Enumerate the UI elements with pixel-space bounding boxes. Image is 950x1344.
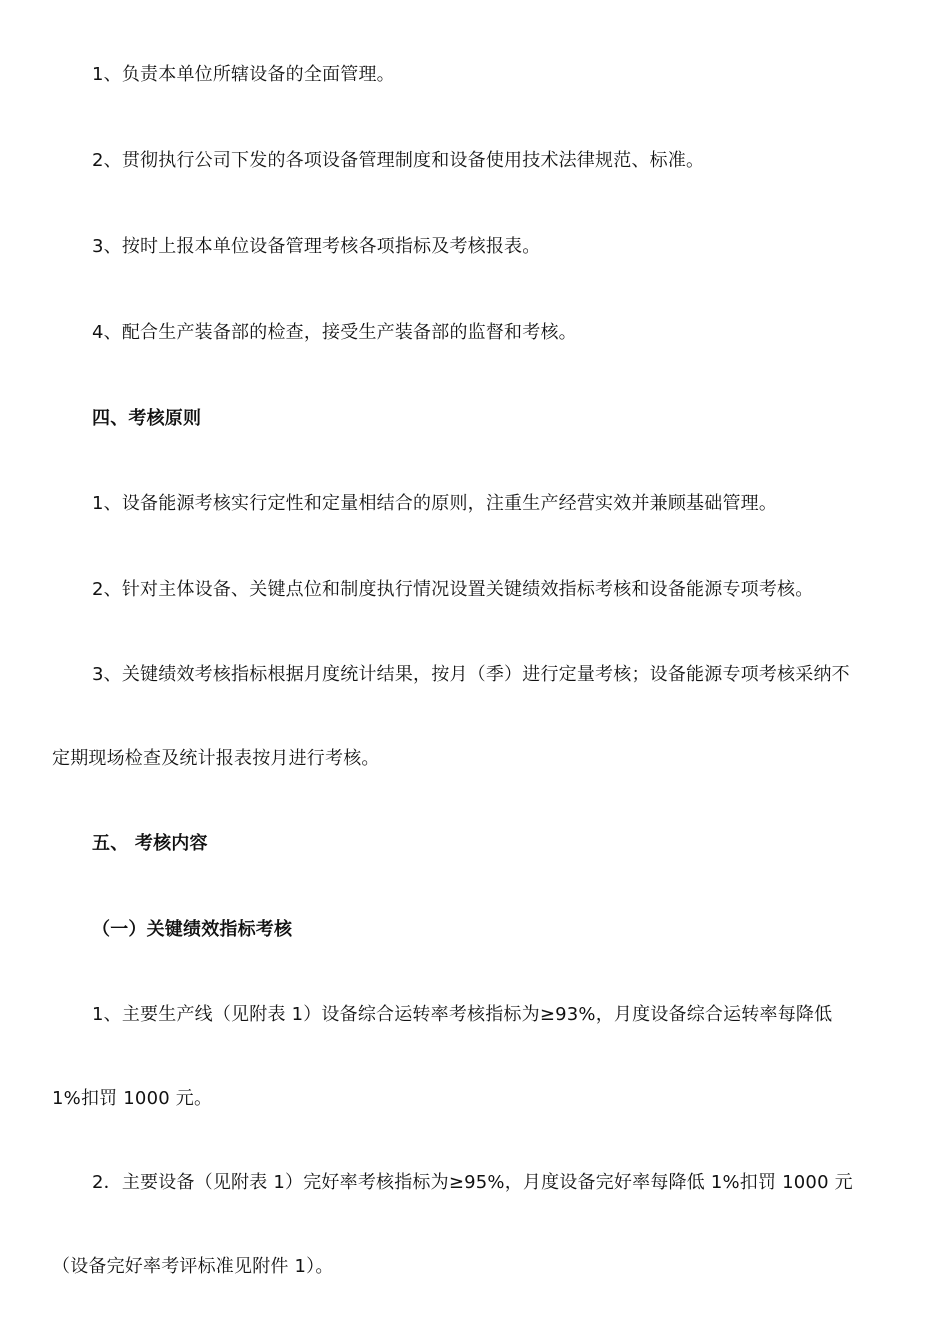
duty-item-4: 4、配合生产装备部的检查，接受生产装备部的监督和考核。 <box>92 322 577 343</box>
principle-item-2: 2、针对主体设备、关键点位和制度执行情况设置关键绩效指标考核和设备能源专项考核。 <box>92 579 814 600</box>
kpi-item-2: 2．主要设备（见附表 1）完好率考核指标为≥95%，月度设备完好率每降低 1%扣罚 1000 元 <box>92 1172 853 1193</box>
principle-item-3-continued: 定期现场检查及统计报表按月进行考核。 <box>52 748 380 769</box>
kpi-item-1: 1、主要生产线（见附表 1）设备综合运转率考核指标为≥93%，月度设备综合运转率每降低 <box>92 1004 833 1025</box>
kpi-item-1-continued: 1%扣罚 1000 元。 <box>52 1088 213 1109</box>
principle-item-3: 3、关键绩效考核指标根据月度统计结果，按月（季）进行定量考核；设备能源专项考核采纳不 <box>92 664 850 685</box>
section-heading-content: 五、 考核内容 <box>92 833 208 854</box>
kpi-item-2-continued: （设备完好率考评标准见附件 1）。 <box>52 1256 334 1277</box>
duty-item-1: 1、负责本单位所辖设备的全面管理。 <box>92 64 395 85</box>
duty-item-2: 2、贯彻执行公司下发的各项设备管理制度和设备使用技术法律规范、标准。 <box>92 150 705 171</box>
section-heading-principles: 四、考核原则 <box>92 408 202 429</box>
principle-item-1: 1、设备能源考核实行定性和定量相结合的原则，注重生产经营实效并兼顾基础管理。 <box>92 493 778 514</box>
subsection-heading-kpi: （一）关键绩效指标考核 <box>92 919 293 940</box>
duty-item-3: 3、按时上报本单位设备管理考核各项指标及考核报表。 <box>92 236 541 257</box>
